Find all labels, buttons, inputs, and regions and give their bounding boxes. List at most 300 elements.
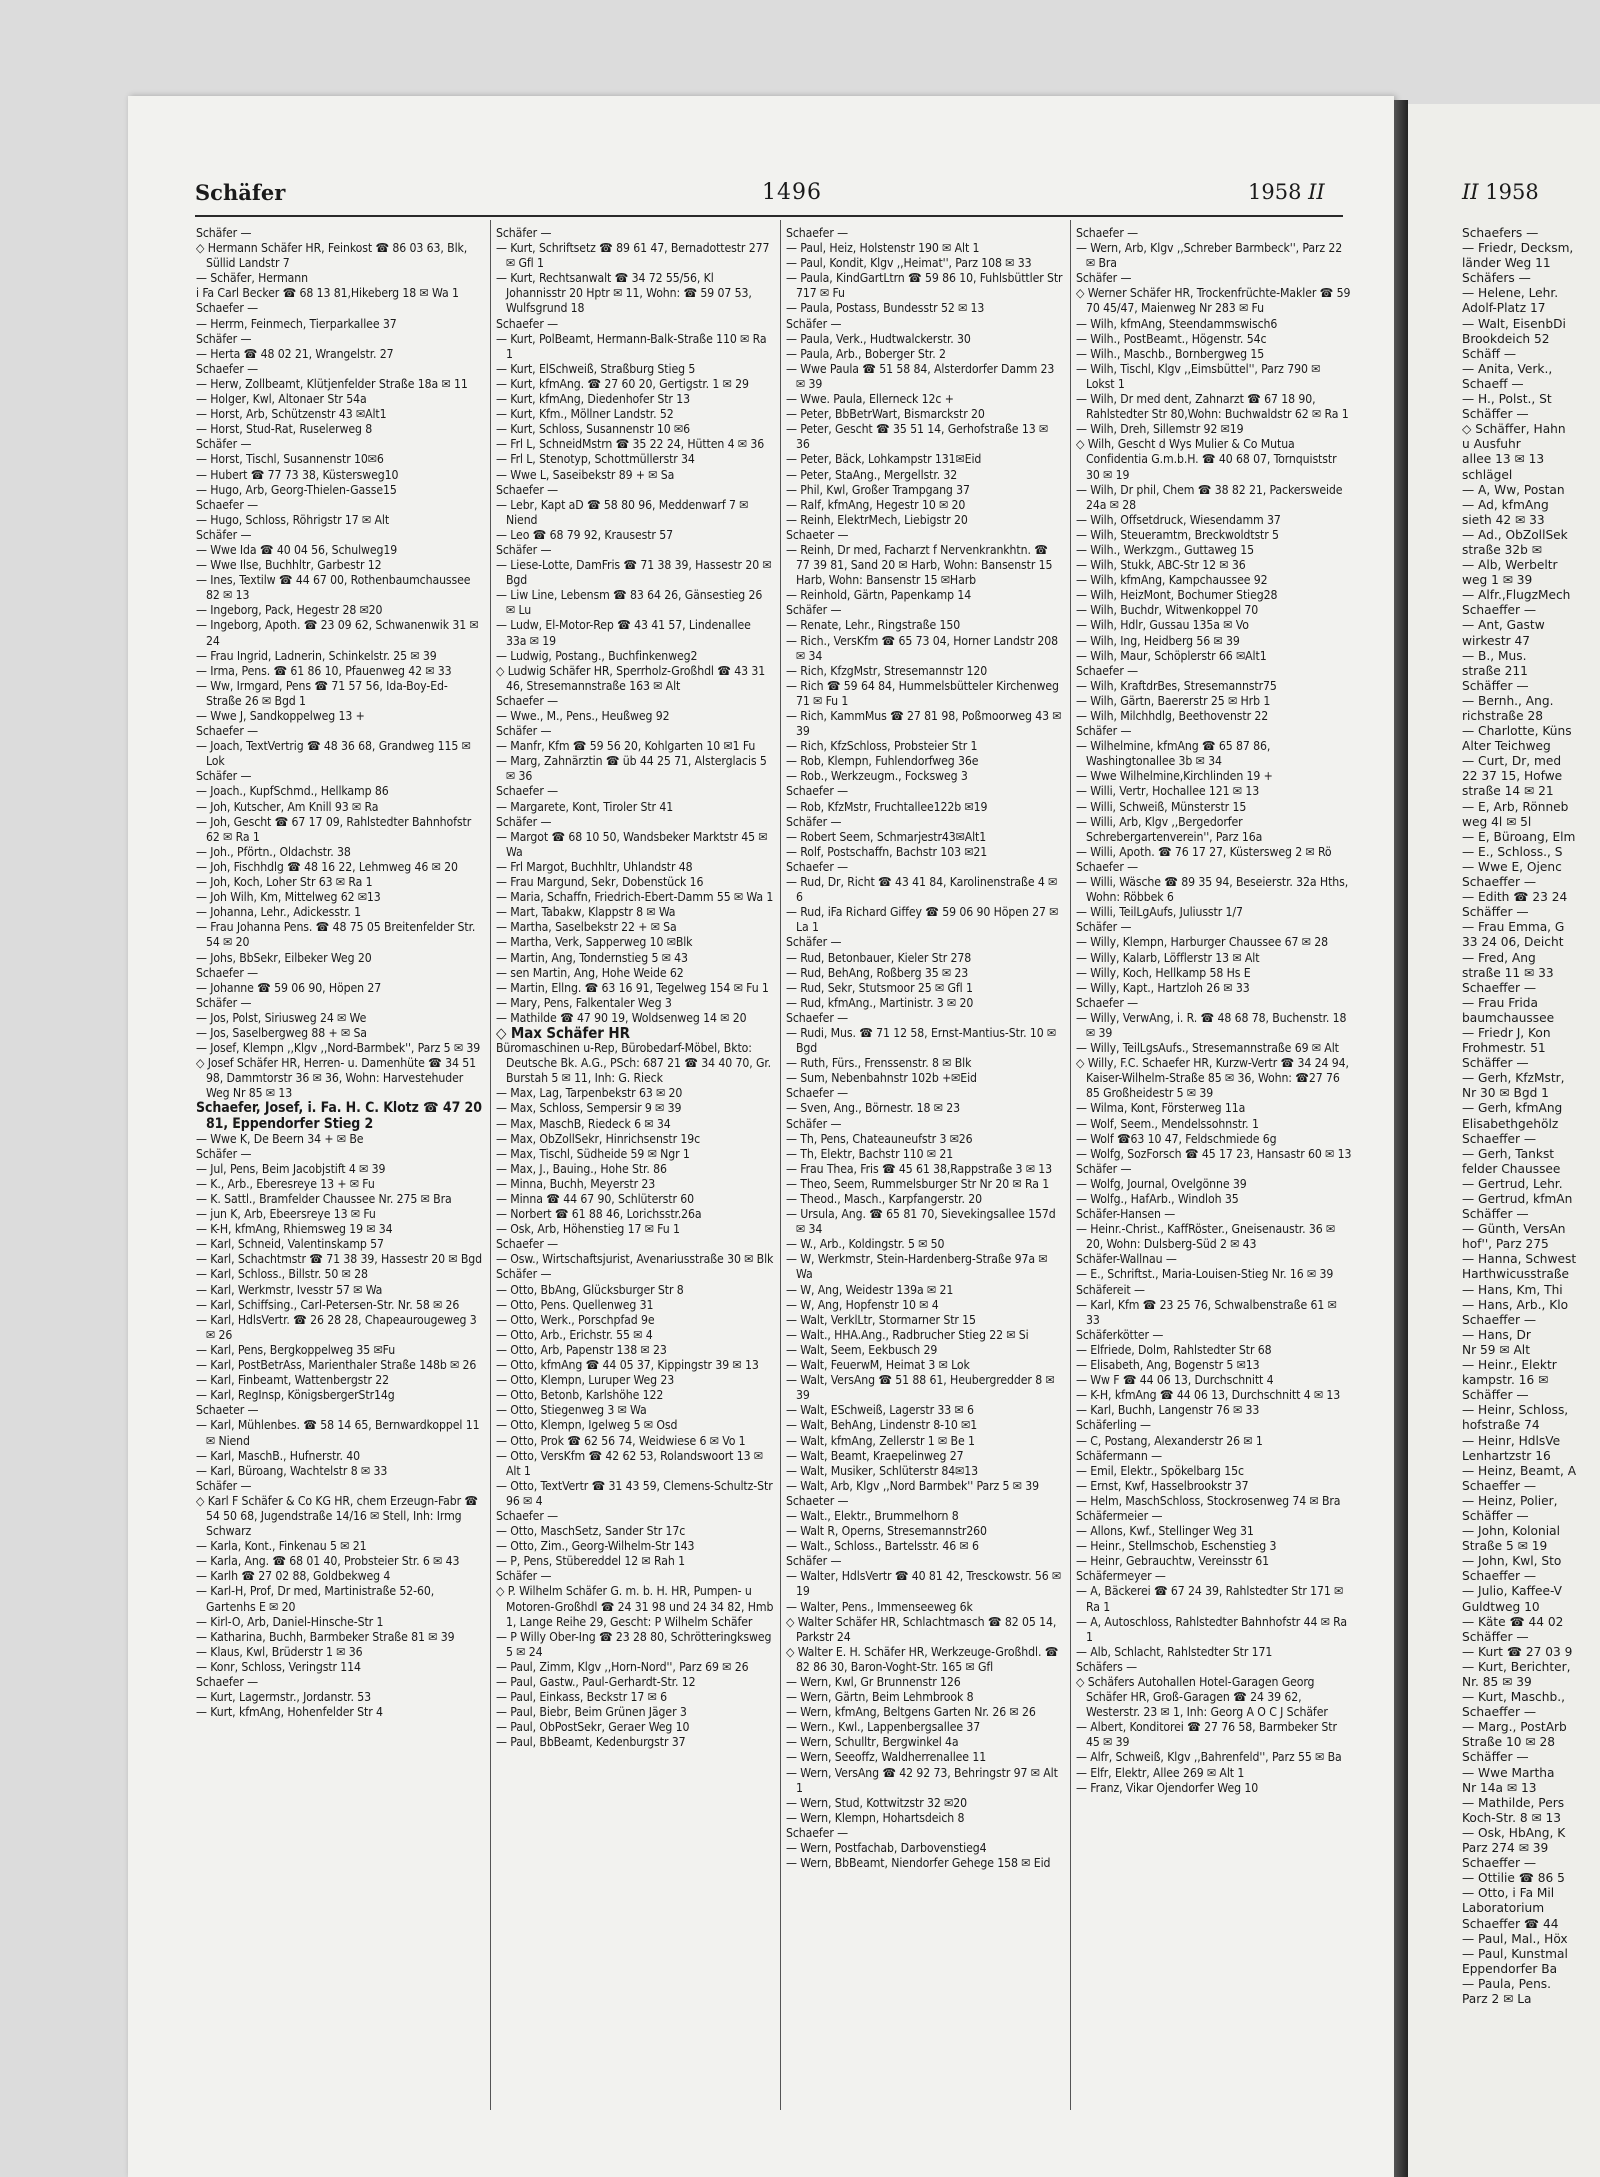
next-page-entry: — Fred, Ang bbox=[1462, 950, 1536, 965]
next-page-entry: Schäffer — bbox=[1462, 1629, 1529, 1644]
directory-entry: — Jos, Polst, Siriusweg 24 ✉ We bbox=[196, 1010, 367, 1025]
next-page-entry: Schäffer — bbox=[1462, 905, 1529, 920]
directory-entry: — Phil, Kwl, Großer Trampgang 37 bbox=[786, 482, 970, 497]
directory-entry: — Wern, VersAng ☎ 42 92 73, Behringstr 97 ✉ Alt 1 bbox=[786, 1765, 1058, 1795]
directory-entry: Schäfermeier — bbox=[1076, 1508, 1163, 1523]
directory-entry: — Karlh ☎ 27 02 88, Goldbekweg 4 bbox=[196, 1569, 391, 1584]
directory-entry: — Reinh, ElektrMech, Liebigstr 20 bbox=[786, 512, 968, 527]
next-page-entry: — Günth, VersAn bbox=[1462, 1222, 1566, 1237]
directory-entry: Schäfer — bbox=[786, 1554, 842, 1569]
directory-entry: — Theod., Masch., Karpfangerstr. 20 bbox=[786, 1192, 982, 1206]
directory-entry: — Rud, kfmAng., Martinistr. 3 ✉ 20 bbox=[786, 995, 974, 1010]
directory-entry: — Rich., VersKfm ☎ 65 73 04, Horner Landstr 208 ✉ 34 bbox=[786, 633, 1059, 663]
next-page-entry: Schäfers — bbox=[1462, 271, 1531, 286]
directory-entry: — Wilhelmine, kfmAng ☎ 65 87 86, Washingtonallee 3b ✉ 34 bbox=[1076, 739, 1271, 769]
next-page-entry: Eppendorfer Ba bbox=[1462, 1961, 1558, 1976]
next-page-entry: Schaeffer — bbox=[1462, 1478, 1537, 1493]
directory-entry: Schaefer — bbox=[786, 859, 848, 874]
next-page-entry: straße 14 ✉ 21 bbox=[1462, 784, 1554, 799]
directory-entry: — Paul, ObPostSekr, Geraer Weg 10 bbox=[496, 1720, 690, 1735]
next-page-entry: — Alfr.,FlugzMech bbox=[1462, 588, 1571, 603]
next-page-entry: — Walt, EisenbDi bbox=[1462, 316, 1566, 331]
next-page-entry: — Wwe E, Ojenc bbox=[1462, 859, 1562, 874]
next-page-entry: Nr. 85 ✉ 39 bbox=[1462, 1675, 1532, 1689]
directory-entry: — Wolf ☎63 10 47, Feldschmiede 6g bbox=[1076, 1131, 1277, 1146]
next-page-entry: — A, Ww, Postan bbox=[1462, 482, 1565, 497]
directory-entry: — Otto, Pens. Quellenweg 31 bbox=[496, 1297, 654, 1312]
next-page-entry: — Ant, Gastw bbox=[1462, 618, 1545, 633]
directory-entry: — Joach, TextVertrig ☎ 48 36 68, Grandweg 115 ✉ Lok bbox=[196, 739, 471, 769]
directory-entry: — Paul, Biebr, Beim Grünen Jäger 3 bbox=[496, 1705, 687, 1720]
directory-entry: — Manfr, Kfm ☎ 59 56 20, Kohlgarten 10 ✉1 Fu bbox=[496, 739, 756, 754]
directory-entry: — Willi, Vertr, Hochallee 121 ✉ 13 bbox=[1076, 784, 1260, 799]
directory-entry: ◇ Ludwig Schäfer HR, Sperrholz-Großhdl ☎ 43 31 46, Stresemannstraße 163 ✉ Alt bbox=[496, 663, 766, 693]
directory-entry: — Walt, VersAng ☎ 51 88 61, Heubergredder 8 ✉ 39 bbox=[786, 1373, 1055, 1403]
directory-entry: — Otto, MaschSetz, Sander Str 17c bbox=[496, 1524, 686, 1539]
directory-entry: — sen Martin, Ang, Hohe Weide 62 bbox=[496, 965, 684, 980]
directory-entry: — Kurt, Rechtsanwalt ☎ 34 72 55/56, Kl Johannisstr 20 Hptr ✉ 11, Wohn: ☎ 59 07 53, Wulfsgrund 18 bbox=[496, 271, 752, 316]
directory-entry: — Frl Margot, Buchhltr, Uhlandstr 48 bbox=[496, 859, 693, 874]
column-separator bbox=[1070, 220, 1071, 2110]
directory-entry: — Rob, Klempn, Fuhlendorfweg 36e bbox=[786, 754, 979, 769]
directory-entry: — Herrm, Feinmech, Tierparkallee 37 bbox=[196, 316, 397, 331]
directory-entry: Schäfer — bbox=[196, 527, 252, 542]
next-page-entry: — Paul, Mal., Höx bbox=[1462, 1931, 1568, 1946]
year: 1958 bbox=[1248, 180, 1302, 204]
directory-entry: Schäfermann — bbox=[1076, 1448, 1163, 1463]
directory-entry: i Fa Carl Becker ☎ 68 13 81,Hikeberg 18 ✉ Wa 1 bbox=[196, 286, 459, 301]
directory-entry: — Minna, Buchh, Meyerstr 23 bbox=[496, 1176, 656, 1191]
directory-entry: — Willi, Apoth. ☎ 76 17 27, Küstersweg 2 ✉ Rö bbox=[1076, 844, 1332, 859]
directory-entry: — Ingeborg, Pack, Hegestr 28 ✉20 bbox=[196, 603, 383, 618]
directory-entry: Schäfers — bbox=[1076, 1659, 1137, 1674]
directory-entry: — Wilh, Stukk, ABC-Str 12 ✉ 36 bbox=[1076, 558, 1246, 573]
next-page-entry: — Julio, Kaffee-V bbox=[1462, 1584, 1563, 1599]
next-page-entry: Straße 5 ✉ 19 bbox=[1462, 1539, 1548, 1554]
directory-entry: — Otto, TextVertr ☎ 31 43 59, Clemens-Schultz-Str 96 ✉ 4 bbox=[496, 1478, 773, 1508]
directory-entry: Schäfer — bbox=[196, 769, 252, 784]
next-page-entry: — Gertrud, Lehr. bbox=[1462, 1176, 1563, 1191]
directory-entry: — Karl, PostBetrAss, Marienthaler Straße 148b ✉ 26 bbox=[196, 1358, 477, 1373]
directory-entry: ◇ P. Wilhelm Schäfer G. m. b. H. HR, Pumpen- u Motoren-Großhdl ☎ 24 31 98 und 24 34 82, Hmb 1, Lange Reihe 29, Gescht: P Wilhelm Schäfer bbox=[496, 1584, 774, 1629]
directory-entry: — Wilh, Hdlr, Gussau 135a ✉ Vo bbox=[1076, 618, 1249, 633]
next-page-entry: — E., Schloss., S bbox=[1462, 844, 1563, 859]
directory-entry: — Frau Ingrid, Ladnerin, Schinkelstr. 25 ✉ 39 bbox=[196, 648, 437, 663]
next-page-entry: richstraße 28 bbox=[1462, 709, 1543, 723]
directory-entry: — Ursula, Ang. ☎ 65 81 70, Sievekingsallee 157d ✉ 34 bbox=[786, 1207, 1056, 1237]
volume: II bbox=[1308, 180, 1325, 204]
directory-entry: Schäfer — bbox=[1076, 271, 1132, 286]
directory-entry: — Paula, Verk., Hudtwalckerstr. 30 bbox=[786, 331, 971, 346]
directory-entry: — Rolf, Postschaffn, Bachstr 103 ✉21 bbox=[786, 844, 988, 859]
directory-entry: — Joh., Pförtn., Oldachstr. 38 bbox=[196, 844, 351, 859]
directory-entry: — W., Arb., Koldingstr. 5 ✉ 50 bbox=[786, 1237, 945, 1252]
directory-entry: — Karl-H, Prof, Dr med, Martinistraße 52-60, Gartenhs E ✉ 20 bbox=[196, 1584, 435, 1614]
next-page-entry: — Wwe Martha bbox=[1462, 1765, 1555, 1780]
next-page-entry: hofstraße 74 bbox=[1462, 1418, 1540, 1433]
directory-entry: — Rich ☎ 59 64 84, Hummelsbütteler Kirchenweg 71 ✉ Fu 1 bbox=[786, 678, 1059, 708]
directory-entry: — Kurt, Schloss, Susannenstr 10 ✉6 bbox=[496, 422, 690, 437]
directory-entry: ◇ Max Schäfer HR bbox=[496, 1023, 630, 1042]
directory-entry: — Wern, Postfachab, Darbovenstieg4 bbox=[786, 1841, 987, 1856]
next-page-entry: Schäffer — bbox=[1462, 1207, 1529, 1222]
next-page-entry: 33 24 06, Deicht bbox=[1462, 935, 1564, 950]
directory-entry: — Frl L, Stenotyp, Schottmüllerstr 34 bbox=[496, 452, 695, 467]
directory-entry: — Max, ObZollSekr, Hinrichsenstr 19c bbox=[496, 1131, 701, 1146]
directory-entry: — Alfr, Schweiß, Klgv ,,Bahrenfeld'', Parz 55 ✉ Ba bbox=[1076, 1750, 1342, 1765]
directory-entry: — Karl, RegInsp, KönigsbergerStr14g bbox=[196, 1388, 395, 1403]
next-page-entry: — Curt, Dr, med bbox=[1462, 754, 1562, 769]
directory-entry: — Wwe K, De Beern 34 + ✉ Be bbox=[196, 1131, 364, 1146]
directory-entry: — Rich, KfzSchloss, Probsteier Str 1 bbox=[786, 739, 978, 754]
next-page-entry: straße 211 bbox=[1462, 663, 1528, 678]
directory-entry: — Liw Line, Lebensm ☎ 83 64 26, Gänsestieg 26 ✉ Lu bbox=[496, 588, 763, 618]
directory-entry: — Karl, Pens, Bergkoppelweg 35 ✉Fu bbox=[196, 1342, 396, 1357]
directory-entry: — Willy, Koch, Hellkamp 58 Hs E bbox=[1076, 965, 1251, 980]
directory-entry: — Wolf, Seem., Mendelssohnstr. 1 bbox=[1076, 1116, 1259, 1131]
directory-entry: Schaefer — bbox=[196, 361, 258, 376]
next-page-entry: Guldtweg 10 bbox=[1462, 1599, 1540, 1614]
directory-entry: — Wilh, kfmAng, Kampchaussee 92 bbox=[1076, 573, 1268, 588]
next-page-entry: sieth 42 ✉ 33 bbox=[1462, 512, 1545, 527]
directory-entry: Büromaschinen u-Rep, Bürobedarf-Möbel, Bkto: Deutsche Bk. A.G., PSch: 687 21 ☎ 34 40 70, Gr. Burstah 5 ✉ 11, Inh: G. Rieck bbox=[496, 1041, 772, 1086]
directory-entry: — Paula, Postass, Bundesstr 52 ✉ 13 bbox=[786, 301, 985, 316]
directory-entry: ◇ Walter Schäfer HR, Schlachtmasch ☎ 82 05 14, Parkstr 24 bbox=[786, 1614, 1057, 1644]
directory-entry: — Wern, Gärtn, Beim Lehmbrook 8 bbox=[786, 1690, 974, 1705]
directory-entry: — Kurt, ElSchweiß, Straßburg Stieg 5 bbox=[496, 361, 696, 376]
directory-entry: — Wern, kfmAng, Beltgens Garten Nr. 26 ✉ 26 bbox=[786, 1705, 1036, 1720]
directory-entry: — Johanna, Lehr., Adickesstr. 1 bbox=[196, 905, 361, 920]
directory-entry: Schaefer — bbox=[496, 316, 558, 331]
next-page-entry: Adolf-Platz 17 bbox=[1462, 301, 1546, 316]
directory-entry: — Paul, Gastw., Paul-Gerhardt-Str. 12 bbox=[496, 1675, 696, 1689]
directory-entry: — Lebr, Kapt aD ☎ 58 80 96, Meddenwarf 7 ✉ Niend bbox=[496, 497, 749, 527]
directory-entry: — W, Ang, Hopfenstr 10 ✉ 4 bbox=[786, 1297, 939, 1312]
next-page-entry: — John, Kwl, Sto bbox=[1462, 1554, 1562, 1569]
directory-entry: ◇ Hermann Schäfer HR, Feinkost ☎ 86 03 63, Blk, Süllid Landstr 7 bbox=[196, 241, 468, 271]
next-page-entry: Schaeffer — bbox=[1462, 1856, 1537, 1871]
directory-entry: — Wwe. Paula, Ellerneck 12c + bbox=[786, 392, 954, 407]
directory-entry: — Osk, Arb, Höhenstieg 17 ✉ Fu 1 bbox=[496, 1222, 680, 1237]
directory-entry: — Wern., Kwl., Lappenbergsallee 37 bbox=[786, 1720, 981, 1735]
directory-entry: Schäfer — bbox=[496, 1569, 552, 1584]
directory-entry: Schäfer — bbox=[496, 1267, 552, 1282]
next-year: 1958 bbox=[1485, 180, 1539, 204]
directory-entry: Schäfer — bbox=[196, 1478, 252, 1493]
next-page-entry: Schäffer — bbox=[1462, 1750, 1529, 1765]
directory-entry: — Marg, Zahnärztin ☎ üb 44 25 71, Alsterglacis 5 ✉ 36 bbox=[496, 754, 767, 784]
directory-entry: — Walt., Schloss., Bartelsstr. 46 ✉ 6 bbox=[786, 1539, 979, 1554]
directory-entry: — Frl L, SchneidMstrn ☎ 35 22 24, Hütten 4 ✉ 36 bbox=[496, 437, 765, 452]
directory-entry: — Willy, Kapt., Hartzloh 26 ✉ 33 bbox=[1076, 980, 1250, 995]
directory-entry: — Ingeborg, Apoth. ☎ 23 09 62, Schwanenwik 31 ✉ 24 bbox=[196, 618, 479, 648]
directory-entry: — Wern, Kwl, Gr Brunnenstr 126 bbox=[786, 1675, 961, 1689]
directory-entry: Schaefer — bbox=[196, 497, 258, 512]
directory-entry: — Wilh, Ing, Heidberg 56 ✉ 39 bbox=[1076, 633, 1240, 648]
directory-entry: — Kirl-O, Arb, Daniel-Hinsche-Str 1 bbox=[196, 1614, 384, 1629]
directory-entry: Schäfer-Hansen — bbox=[1076, 1207, 1176, 1222]
directory-entry: — Walt, Musiker, Schlüterstr 84✉13 bbox=[786, 1463, 979, 1478]
next-page-entry: — Gerh, Tankst bbox=[1462, 1146, 1555, 1161]
directory-entry: — Rud, BehAng, Roßberg 35 ✉ 23 bbox=[786, 965, 969, 980]
directory-entry: — E., Schriftst., Maria-Louisen-Stieg Nr. 16 ✉ 39 bbox=[1076, 1267, 1334, 1282]
next-page-entry: — Gerh, KfzMstr, bbox=[1462, 1071, 1565, 1086]
directory-entry: — Joach., KupfSchmd., Hellkamp 86 bbox=[196, 784, 389, 799]
directory-entry: — Klaus, Kwl, Brüderstr 1 ✉ 36 bbox=[196, 1644, 363, 1659]
directory-entry: — Heinr.-Christ., KaffRöster., Gneisenaustr. 36 ✉ 20, Wohn: Dulsberg-Süd 2 ✉ 43 bbox=[1076, 1222, 1336, 1252]
directory-entry: — Walt R, Operns, Stresemannstr260 bbox=[786, 1524, 987, 1539]
next-page-entry: Schaeffer — bbox=[1462, 603, 1537, 618]
directory-entry: Schaefer — bbox=[496, 482, 558, 497]
directory-entry: — Herta ☎ 48 02 21, Wrangelstr. 27 bbox=[196, 346, 394, 361]
directory-entry: — Margarete, Kont, Tiroler Str 41 bbox=[496, 799, 674, 814]
directory-entry: Schäfer — bbox=[786, 603, 842, 618]
directory-entry: — Osw., Wirtschaftsjurist, Avenariusstraße 30 ✉ Blk bbox=[496, 1252, 774, 1267]
directory-entry: — Leo ☎ 68 79 92, Krausestr 57 bbox=[496, 527, 673, 542]
directory-entry: — Joh, Fischhdlg ☎ 48 16 22, Lehmweg 46 ✉ 20 bbox=[196, 859, 458, 874]
directory-entry: — Max, J., Bauing., Hohe Str. 86 bbox=[496, 1161, 667, 1176]
directory-entry: — Sven, Ang., Börnestr. 18 ✉ 23 bbox=[786, 1101, 960, 1116]
next-page-entry: — Hans, Dr bbox=[1462, 1327, 1531, 1342]
next-page-entry: schlägel bbox=[1462, 467, 1513, 482]
directory-entry: ◇ Josef Schäfer HR, Herren- u. Damenhüte ☎ 34 51 98, Dammtorstr 36 ✉ 36, Wohn: Harvestehuder Weg Nr 85 ✉ 13 bbox=[196, 1056, 476, 1101]
directory-entry: Schäfer — bbox=[496, 814, 552, 829]
directory-entry: — C, Postang, Alexanderstr 26 ✉ 1 bbox=[1076, 1433, 1263, 1448]
directory-entry: — Max, MaschB, Riedeck 6 ✉ 34 bbox=[496, 1116, 671, 1131]
directory-column-1 bbox=[196, 226, 482, 1720]
next-page-entry: — E, Arb, Rönneb bbox=[1462, 799, 1569, 814]
directory-entry: — Wern, Klempn, Hohartsdeich 8 bbox=[786, 1810, 965, 1825]
directory-entry: — Otto, Werk., Porschpfad 9e bbox=[496, 1312, 655, 1327]
directory-entry: Schäfereit — bbox=[1076, 1282, 1145, 1297]
directory-entry: — Walter, Pens., Immenseeweg 6k bbox=[786, 1599, 973, 1614]
directory-entry: — Wern, Schulltr, Bergwinkel 4a bbox=[786, 1735, 959, 1750]
directory-entry: Schäfer — bbox=[196, 437, 252, 452]
next-page-entry: — Hans, Arb., Klo bbox=[1462, 1297, 1569, 1312]
directory-entry: — Walt, Seem, Eekbusch 29 bbox=[786, 1342, 938, 1357]
directory-entry: — Wwe Paula ☎ 51 58 84, Alsterdorfer Damm 23 ✉ 39 bbox=[786, 361, 1055, 391]
directory-entry: Schäfer — bbox=[1076, 1161, 1132, 1176]
directory-entry: — Karla, Ang. ☎ 68 01 40, Probsteier Str. 6 ✉ 43 bbox=[196, 1554, 460, 1569]
directory-entry: — Martha, Verk, Sapperweg 10 ✉Blk bbox=[496, 935, 693, 950]
next-volume: II bbox=[1462, 180, 1479, 204]
directory-entry: — Wilh., Maschb., Bornbergweg 15 bbox=[1076, 346, 1265, 361]
directory-entry: — Josef, Klempn ,,Klgv ,,Nord-Barmbek'', Parz 5 ✉ 39 bbox=[196, 1041, 481, 1056]
directory-entry: — Wilh., Werkzgm., Guttaweg 15 bbox=[1076, 542, 1254, 557]
next-page-entry: — Osk, HbAng, K bbox=[1462, 1825, 1566, 1840]
directory-entry: — Willi, Wäsche ☎ 89 35 94, Beseierstr. 32a Hths, Wohn: Röbbek 6 bbox=[1076, 875, 1349, 905]
directory-entry: — Paul, Kondit, Klgv ,,Heimat'', Parz 108 ✉ 33 bbox=[786, 256, 1032, 271]
directory-entry: — Walt, ESchweiß, Lagerstr 33 ✉ 6 bbox=[786, 1403, 974, 1418]
directory-entry: — Kurt, Schriftsetz ☎ 89 61 47, Bernadottestr 277 ✉ Gfl 1 bbox=[496, 241, 770, 271]
next-page-entry: — Käte ☎ 44 02 bbox=[1462, 1614, 1564, 1629]
next-page-entry: Schäffer — bbox=[1462, 407, 1529, 422]
directory-entry: — Heinr, Gebrauchtw, Vereinsstr 61 bbox=[1076, 1554, 1270, 1569]
directory-entry: — Walt, Beamt, Kraepelinweg 27 bbox=[786, 1448, 964, 1463]
next-page-entry: — Frau Emma, G bbox=[1462, 920, 1565, 935]
directory-entry: — Mary, Pens, Falkentaler Weg 3 bbox=[496, 995, 672, 1010]
next-page-entry: Frohmestr. 51 bbox=[1462, 1041, 1546, 1056]
directory-entry: — Wilh, HeizMont, Bochumer Stieg28 bbox=[1076, 588, 1278, 603]
next-page-entry: felder Chaussee bbox=[1462, 1161, 1561, 1176]
directory-entry: — Frau Thea, Fris ☎ 45 61 38,Rappstraße 3 ✉ 13 bbox=[786, 1161, 1053, 1176]
directory-entry: — Wilh, Dreh, Sillemstr 92 ✉19 bbox=[1076, 422, 1244, 437]
directory-entry: — K. Sattl., Bramfelder Chaussee Nr. 275 ✉ Bra bbox=[196, 1192, 452, 1206]
directory-entry: — Hugo, Arb, Georg-Thielen-Gasse15 bbox=[196, 482, 397, 497]
directory-entry: — Walt, kfmAng, Zellerstr 1 ✉ Be 1 bbox=[786, 1433, 975, 1448]
directory-entry: Schaefer — bbox=[496, 693, 558, 708]
directory-entry: — Ww, Irmgard, Pens ☎ 71 57 56, Ida-Boy-Ed-Straße 26 ✉ Bgd 1 bbox=[196, 678, 448, 708]
directory-entry: — Karl, Schiffsing., Carl-Petersen-Str. Nr. 58 ✉ 26 bbox=[196, 1297, 460, 1312]
next-page-entry: — Kurt, Berichter, bbox=[1462, 1659, 1571, 1674]
directory-entry: — A, Bäckerei ☎ 67 24 39, Rahlstedter Str 171 ✉ Ra 1 bbox=[1076, 1584, 1344, 1614]
directory-entry: — Otto, Zim., Georg-Wilhelm-Str 143 bbox=[496, 1539, 695, 1554]
next-page-entry: Schäffer — bbox=[1462, 1056, 1529, 1071]
directory-entry: — W, Werkmstr, Stein-Hardenberg-Straße 97a ✉ Wa bbox=[786, 1252, 1048, 1282]
directory-entry: ◇ Walter E. H. Schäfer HR, Werkzeuge-Großhdl. ☎ 82 86 30, Baron-Voght-Str. 165 ✉ Gfl bbox=[786, 1644, 1059, 1674]
next-page-entry: hof'', Parz 275 bbox=[1462, 1237, 1549, 1252]
directory-entry: — Rich, KammMus ☎ 27 81 98, Poßmoorweg 43 ✉ 39 bbox=[786, 709, 1062, 739]
directory-entry: — Schäfer, Hermann bbox=[196, 271, 308, 286]
directory-entry: — Frau Margund, Sekr, Dobenstück 16 bbox=[496, 875, 704, 890]
directory-entry: — A, Autoschloss, Rahlstedter Bahnhofstr 44 ✉ Ra 1 bbox=[1076, 1614, 1348, 1644]
directory-entry: Schäfer — bbox=[786, 1116, 842, 1131]
next-page-entry: — Heinz, Polier, bbox=[1462, 1493, 1558, 1508]
directory-entry: — Willy, TeilLgsAufs., Stresemannstraße 69 ✉ Alt bbox=[1076, 1041, 1339, 1056]
directory-entry: Schäfer — bbox=[196, 331, 252, 346]
directory-entry: — Willi, TeilLgAufs, Juliusstr 1/7 bbox=[1076, 905, 1243, 920]
directory-entry: — P, Pens, Stübereddel 12 ✉ Rah 1 bbox=[496, 1554, 685, 1569]
next-page-entry: — B., Mus. bbox=[1462, 648, 1527, 663]
directory-entry: Schaefer — bbox=[196, 1675, 258, 1689]
directory-entry: — Kurt, Kfm., Möllner Landstr. 52 bbox=[496, 407, 674, 422]
directory-entry: — Otto, Arb, Papenstr 138 ✉ 23 bbox=[496, 1342, 667, 1357]
directory-entry: — Wilh, Dr med dent, Zahnarzt ☎ 67 18 90, Rahlstedter Str 80,Wohn: Buchwaldstr 62 ✉ Ra 1 bbox=[1076, 392, 1349, 422]
page-spine-shadow bbox=[1394, 100, 1408, 2177]
directory-entry: — Rud, Sekr, Stutsmoor 25 ✉ Gfl 1 bbox=[786, 980, 973, 995]
next-page-entry: wirkestr 47 bbox=[1462, 633, 1531, 648]
directory-entry: Schaefer — bbox=[496, 1237, 558, 1252]
directory-entry: — Martin, Ang, Tondernstieg 5 ✉ 43 bbox=[496, 950, 688, 965]
directory-entry: — Walt., Elektr., Brummelhorn 8 bbox=[786, 1508, 959, 1523]
directory-entry: — Karl, Finbeamt, Wattenbergstr 22 bbox=[196, 1373, 390, 1388]
directory-entry: — Horst, Stud-Rat, Ruselerweg 8 bbox=[196, 422, 373, 437]
directory-entry: — Ruth, Fürs., Frenssenstr. 8 ✉ Blk bbox=[786, 1056, 972, 1071]
directory-entry: — Rob, KfzMstr, Fruchtallee122b ✉19 bbox=[786, 799, 988, 814]
directory-entry: Schaefer — bbox=[196, 301, 258, 316]
next-page-entry: Straße 10 ✉ 28 bbox=[1462, 1735, 1556, 1750]
directory-entry: — Johs, BbSekr, Eilbeker Weg 20 bbox=[196, 950, 372, 965]
directory-entry: — Ludwig, Postang., Buchfinkenweg2 bbox=[496, 648, 698, 663]
directory-entry: — Herw, Zollbeamt, Klütjenfelder Straße 18a ✉ 11 bbox=[196, 376, 468, 391]
directory-entry: — Paul, BbBeamt, Kedenburgstr 37 bbox=[496, 1735, 686, 1750]
directory-entry: Schaefer — bbox=[196, 724, 258, 739]
next-page-entry: — Ad., ObZollSek bbox=[1462, 527, 1568, 542]
next-page-entry: — Bernh., Ang. bbox=[1462, 693, 1554, 708]
directory-entry: ◇ Wilh, Gescht d Wys Mulier & Co Mutua Confidentia G.m.b.H. ☎ 40 68 07, Tornquiststr 30 ✉ 19 bbox=[1076, 437, 1337, 482]
directory-entry: — Willy, Kalarb, Löfflerstr 13 ✉ Alt bbox=[1076, 950, 1260, 965]
next-page-entry: Koch-Str. 8 ✉ 13 bbox=[1462, 1810, 1562, 1825]
directory-entry: — Ludw, El-Motor-Rep ☎ 43 41 57, Lindenallee 33a ✉ 19 bbox=[496, 618, 751, 648]
next-page-entry: weg 1 ✉ 39 bbox=[1462, 573, 1533, 588]
directory-entry: — Jul, Pens, Beim Jacobjstift 4 ✉ 39 bbox=[196, 1161, 386, 1176]
directory-entry: — Wwe., M., Pens., Heußweg 92 bbox=[496, 709, 670, 723]
directory-entry: — Karl, HdlsVertr. ☎ 26 28 28, Chapeaurougeweg 3 ✉ 26 bbox=[196, 1312, 477, 1342]
page-number: 1496 bbox=[762, 180, 822, 205]
next-page-entry: Brookdeich 52 bbox=[1462, 331, 1550, 346]
directory-entry: — Karl, Werkmstr, Ivesstr 57 ✉ Wa bbox=[196, 1282, 383, 1297]
next-page-entry: Nr 14a ✉ 13 bbox=[1462, 1780, 1537, 1795]
directory-entry: Schäfer — bbox=[1076, 920, 1132, 935]
next-page-entry: — Otto, i Fa Mil bbox=[1462, 1886, 1555, 1901]
next-page-entry: — Paula, Pens. bbox=[1462, 1976, 1552, 1991]
directory-entry: — Wwe L, Saseibekstr 89 + ✉ Sa bbox=[496, 467, 675, 482]
directory-entry: Schäfer — bbox=[496, 226, 552, 240]
directory-entry: — Otto, kfmAng ☎ 44 05 37, Kippingstr 39 ✉ 13 bbox=[496, 1358, 759, 1373]
directory-entry: Schäfer — bbox=[196, 995, 252, 1010]
directory-entry: Schäfer-Wallnau — bbox=[1076, 1252, 1177, 1267]
directory-entry: — Irma, Pens. ☎ 61 86 10, Pfauenweg 42 ✉ 33 bbox=[196, 663, 452, 678]
directory-entry: — Wolfg., HafArb., Windloh 35 bbox=[1076, 1192, 1239, 1206]
directory-entry: — Wilh, Offsetdruck, Wiesendamm 37 bbox=[1076, 512, 1281, 527]
next-page-entry: Schäff — bbox=[1462, 346, 1517, 361]
directory-entry: — Willy, Klempn, Harburger Chaussee 67 ✉ 28 bbox=[1076, 935, 1328, 950]
directory-entry: — Rud, Dr, Richt ☎ 43 41 84, Karolinenstraße 4 ✉6 bbox=[786, 875, 1058, 905]
directory-entry: — Walt., HHA.Ang., Radbrucher Stieg 22 ✉ Si bbox=[786, 1327, 1029, 1342]
next-page-entry: — Marg., PostArb bbox=[1462, 1720, 1567, 1735]
directory-entry: — Otto, Klempn, Luruper Weg 23 bbox=[496, 1373, 675, 1388]
next-page-entry: — Frau Frida bbox=[1462, 995, 1538, 1010]
directory-entry: — Elisabeth, Ang, Bogenstr 5 ✉13 bbox=[1076, 1358, 1260, 1373]
next-page-entry: — Hanna, Schwest bbox=[1462, 1252, 1577, 1267]
directory-entry: — Peter, StaAng., Mergellstr. 32 bbox=[786, 467, 958, 482]
directory-entry: — Otto, BbAng, Glücksburger Str 8 bbox=[496, 1282, 684, 1297]
column-separator bbox=[780, 220, 781, 2110]
directory-entry: — Norbert ☎ 61 88 46, Lorichsstr.26a bbox=[496, 1207, 702, 1222]
next-page-column bbox=[1462, 226, 1600, 2007]
directory-entry: Schaefer — bbox=[496, 1508, 558, 1523]
next-page-entry: — Edith ☎ 23 24 bbox=[1462, 890, 1568, 905]
directory-entry: Schaefer — bbox=[196, 965, 258, 980]
directory-entry: — Allons, Kwf., Stellinger Weg 31 bbox=[1076, 1524, 1254, 1539]
directory-entry: — Wolfg, Journal, Ovelgönne 39 bbox=[1076, 1176, 1247, 1191]
directory-entry: — Franz, Vikar Ojendorfer Weg 10 bbox=[1076, 1780, 1259, 1795]
column-separator bbox=[490, 220, 491, 2110]
directory-entry: — Willy, VerwAng, i. R. ☎ 48 68 78, Buchenstr. 18 ✉ 39 bbox=[1076, 1010, 1347, 1040]
next-page-entry: — Mathilde, Pers bbox=[1462, 1795, 1565, 1810]
next-page-entry: — Kurt, Maschb., bbox=[1462, 1690, 1565, 1705]
directory-entry: — Peter, BbBetrWart, Bismarckstr 20 bbox=[786, 407, 985, 422]
directory-entry: — Konr, Schloss, Veringstr 114 bbox=[196, 1659, 361, 1674]
next-page-entry: — Paul, Kunstmal bbox=[1462, 1946, 1568, 1961]
next-page-entry: Nr 59 ✉ Alt bbox=[1462, 1342, 1530, 1357]
directory-entry: — Max, Tischl, Südheide 59 ✉ Ngr 1 bbox=[496, 1146, 690, 1161]
directory-entry: — Rudi, Mus. ☎ 71 12 58, Ernst-Mantius-Str. 10 ✉ Bgd bbox=[786, 1025, 1057, 1056]
next-page-entry: Lenhartzstr 16 bbox=[1462, 1448, 1551, 1463]
directory-entry: Schäfer — bbox=[496, 724, 552, 739]
directory-entry: — Kurt, kfmAng. ☎ 27 60 20, Gertigstr. 1 ✉ 29 bbox=[496, 376, 749, 391]
directory-entry: — Wilh, Milchhdlg, Beethovenstr 22 bbox=[1076, 709, 1269, 723]
directory-entry: — Wilh, Gärtn, Baererstr 25 ✉ Hrb 1 bbox=[1076, 693, 1271, 708]
directory-entry: — Albert, Konditorei ☎ 27 76 58, Barmbeker Str 45 ✉ 39 bbox=[1076, 1720, 1337, 1750]
next-page-entry: — Helene, Lehr. bbox=[1462, 286, 1559, 301]
directory-entry: — Hubert ☎ 77 73 38, Küstersweg10 bbox=[196, 467, 399, 482]
directory-entry: — Elfriede, Dolm, Rahlstedter Str 68 bbox=[1076, 1342, 1272, 1357]
next-page-entry: — E, Büroang, Elm bbox=[1462, 829, 1576, 844]
next-page-entry: — Ottilie ☎ 86 5 bbox=[1462, 1871, 1565, 1886]
directory-entry: — Rob., Werkzeugm., Focksweg 3 bbox=[786, 769, 968, 784]
directory-entry: — Wilma, Kont, Försterweg 11a bbox=[1076, 1101, 1246, 1116]
